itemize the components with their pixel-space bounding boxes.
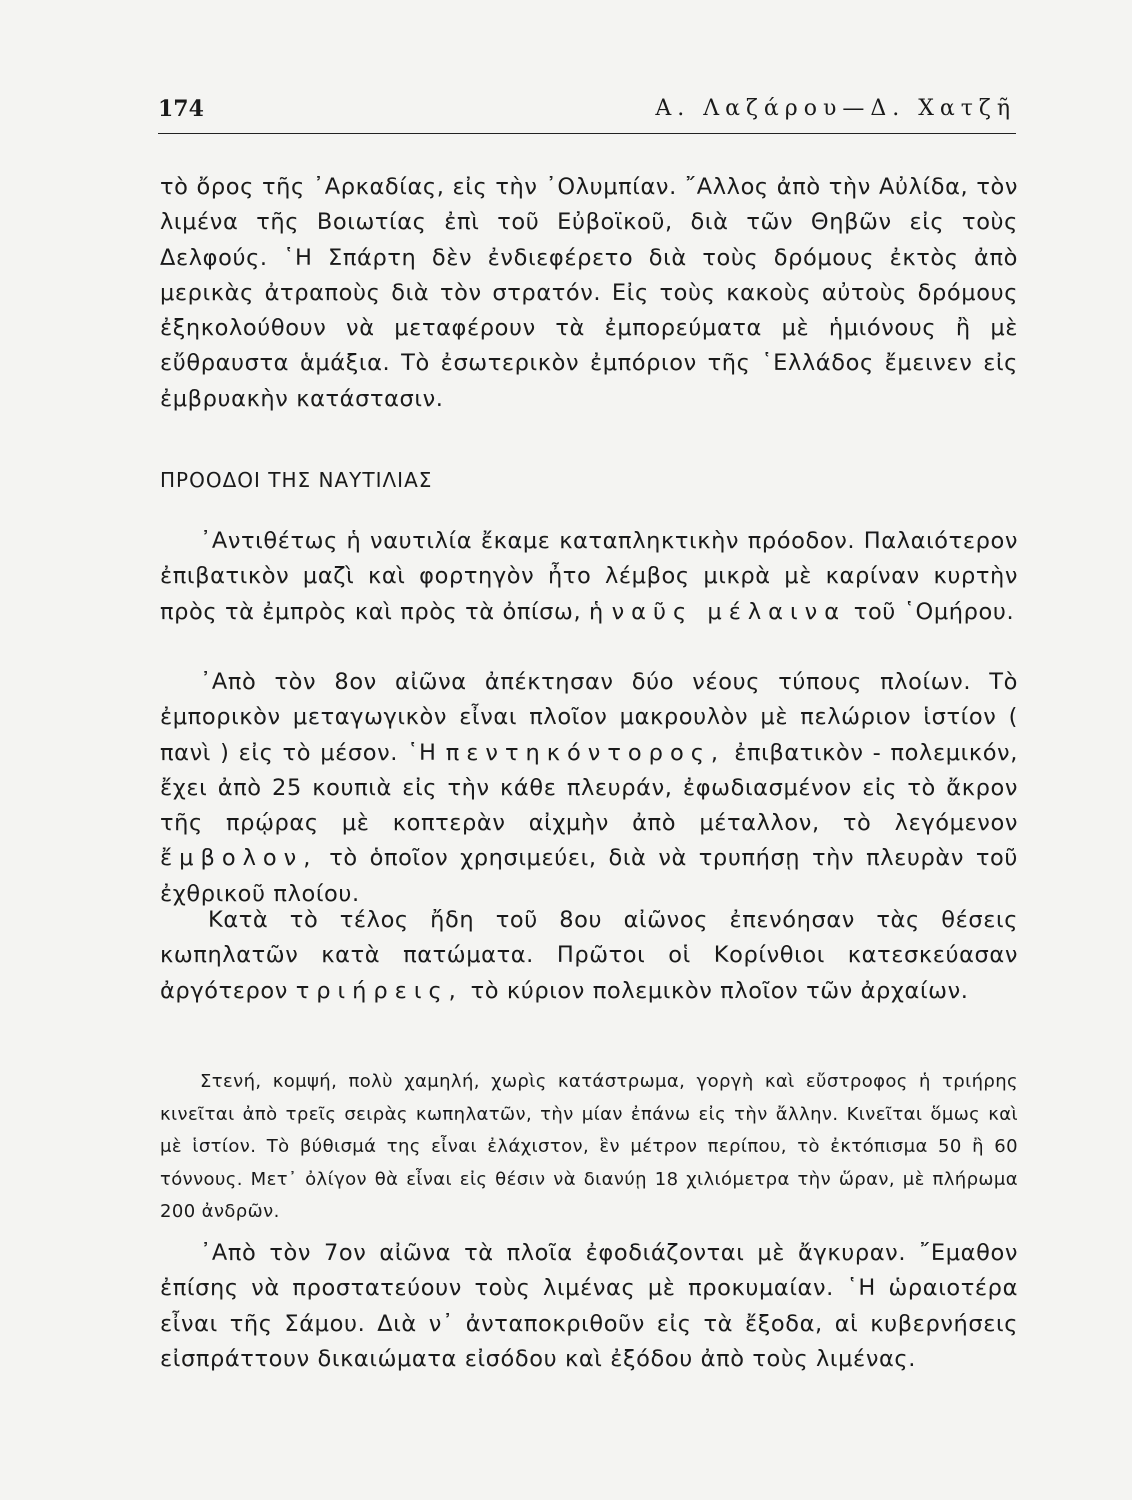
paragraph-1-text: τὸ ὄρος τῆς ᾿Αρκαδίας, εἰς τὴν ᾿Ολυμπίαν. ῎Αλλος ἀπὸ τὴν Αὐλίδα, τὸν λιμένα τῆς Βοιωτίας ἐπὶ τοῦ Εὐβοϊκοῦ, διὰ τῶν Θηβῶν εἰς τοὺς Δελφούς. ῾Η Σπάρτη δὲν ἐνδιεφέρετο διὰ τοὺς δρόμους ἐκτὸς ἀπὸ μερικὰς ἀτραποὺς διὰ τὸν στρατόν. Εἰς τοὺς κακοὺς αὐτοὺς δρόμους ἐξηκολούθουν νὰ μεταφέρουν τὰ ἐμπορεύματα μὲ ἡμιόνους ἢ μὲ εὔθραυστα ἁμάξια. Τὸ ἐσωτερικὸν ἐμπόριον τῆς ῾Ελλάδος ἔμεινεν εἰς ἐμβρυακὴν κατάστασιν.	[160, 174, 1018, 412]
paragraph-4	[160, 903, 1018, 1009]
header-rule	[158, 133, 1016, 134]
page-number: 174	[158, 96, 204, 122]
paragraph-2-text: ᾿Αντιθέτως ἡ ναυτιλία ἔκαμε καταπληκτικὴν πρόοδον. Παλαιότερον ἐπιβατικὸν μαζὶ καὶ φορτηγὸν ἦτο λέμβος μικρὰ μὲ καρίναν κυρτὴν πρὸς τὰ ἐμπρὸς καὶ πρὸς τὰ ὀπίσω, ἡ	[160, 528, 1018, 625]
page-header	[158, 96, 1016, 132]
paragraph-3-emphasis2: ἔμβολον,	[160, 845, 318, 872]
paragraph-5	[160, 1236, 1018, 1377]
paragraph-2-emphasis: ναῦς μέλαινα	[611, 598, 847, 625]
paragraph-4-part2: τὸ κύριον πολεμικὸν πλοῖον τῶν ἀρχαίων.	[470, 977, 969, 1004]
paragraph-1	[160, 170, 1018, 417]
paragraph-4-part1: Κατὰ τὸ τέλος ἤδη τοῦ 8ου αἰῶνος ἐπενόησαν τὰς θέσεις κωπηλατῶν κατὰ πατώματα. Πρῶτοι οἱ Κορίνθιοι κατεσκεύασαν ἀργότερον	[160, 907, 1018, 1004]
paragraph-2-tail: τοῦ ῾Ομήρου.	[853, 598, 1015, 625]
paragraph-3-part1: ᾿Απὸ τὸν 8ον αἰῶνα ἀπέκτησαν δύο νέους τύπους πλοίων. Τὸ ἐμπορικὸν μεταγωγικὸν εἶναι πλοῖον μακρουλὸν μὲ πελώριον ἱστίον ( πανὶ ) εἰς τὸ μέσον. ῾Η	[160, 669, 1018, 766]
paragraph-3	[160, 665, 1018, 912]
section-heading: ΠΡΟΟΔΟΙ ΤΗΣ ΝΑΥΤΙΛΙΑΣ	[160, 468, 433, 492]
paragraph-5-text: ᾿Απὸ τὸν 7ον αἰῶνα τὰ πλοῖα ἐφοδιάζονται μὲ ἄγκυραν. ῎Εμαθον ἐπίσης νὰ προστατεύουν τοὺς λιμένας μὲ προκυμαίαν. ῾Η ὡραιοτέρα εἶναι τῆς Σάμου. Διὰ ν᾿ ἀνταποκριθοῦν εἰς τὰ ἔξοδα, αἱ κυβερνήσεις εἰσπράττουν δικαιώματα εἰσόδου καὶ ἐξόδου ἀπὸ τοὺς λιμένας.	[160, 1240, 1018, 1372]
running-head: Α. Λαζάρου—Δ. Χατζῆ	[655, 96, 1016, 121]
paragraph-3-part3: τὸ ὁποῖον χρησιμεύει, διὰ νὰ τρυπήσῃ τὴν πλευρὰν τοῦ ἐχθρικοῦ πλοίου.	[160, 845, 1018, 907]
paragraph-4-emphasis: τριήρεις,	[295, 977, 463, 1004]
paragraph-3-part2: ἐπιβατικὸν - πολεμικόν, ἔχει ἀπὸ 25 κουπιὰ εἰς τὴν κάθε πλευράν, ἐφωδιασμένον εἰς τὸ ἄκρον τῆς πρῴρας μὲ κοπτερὰν αἰχμὴν ἀπὸ μέταλλον, τὸ λεγόμενον	[160, 739, 1018, 837]
paragraph-2	[160, 524, 1018, 630]
small-print-text: Στενή, κομψή, πολὺ χαμηλή, χωρὶς κατάστρωμα, γοργὴ καὶ εὔστροφος ἡ τριήρης κινεῖται ἀπὸ τρεῖς σειρὰς κωπηλατῶν, τὴν μίαν ἐπάνω εἰς τὴν ἄλλην. Κινεῖται ὅμως καὶ μὲ ἱστίον. Τὸ βύθισμά της εἶναι ἐλάχιστον, ἓν μέτρον περίπου, τὸ ἐκτόπισμα 50 ἢ 60 τόννους. Μετ᾿ ὀλίγον θὰ εἶναι εἰς θέσιν νὰ διανύῃ 18 χιλιόμετρα τὴν ὥραν, μὲ πλήρωμα 200 ἀνδρῶν.	[160, 1071, 1018, 1222]
small-print-paragraph	[160, 1066, 1018, 1229]
paragraph-3-emphasis1: πεντηκόντορος,	[445, 739, 726, 766]
